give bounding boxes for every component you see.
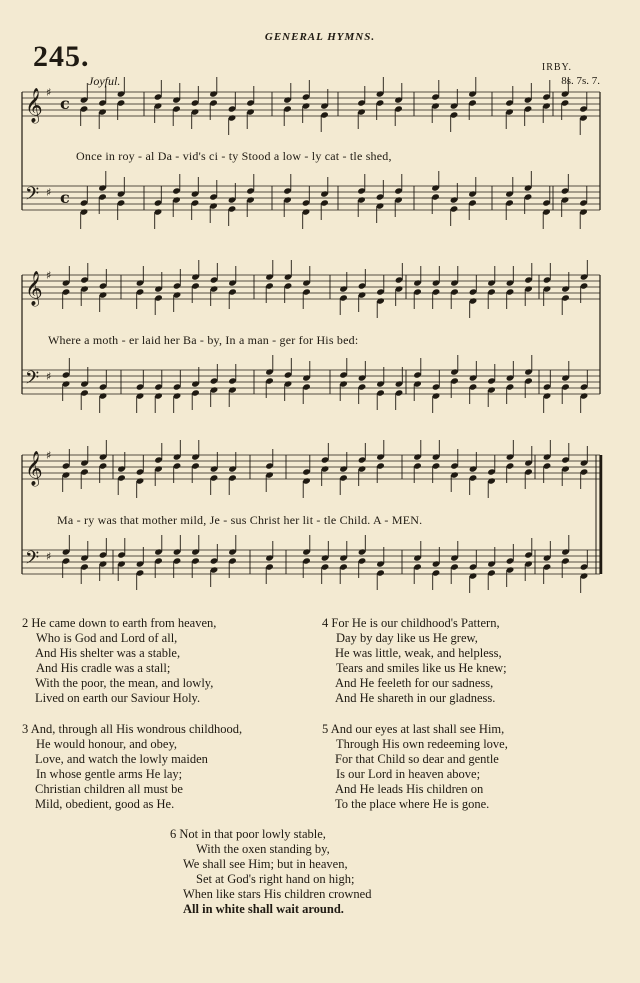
running-title: GENERAL HYMNS.: [264, 31, 376, 43]
tempo-marking: Joyful.: [88, 74, 121, 88]
common-time-icon: c: [60, 94, 70, 113]
key-signature-sharp-icon: ♯: [46, 370, 52, 383]
stanza-4: 4 For He is our childhood's Pattern, Day by day like us He grew, He was little, weak, and helpless, Tears and smiles like us He knew; And He feeleth for our sadness, And He shareth in our gladness.: [322, 616, 507, 705]
stanza-5: 5 And our eyes at last shall see Him, Through His own redeeming love, For that Child so dear and gentle Is our Lord in heaven above; And He leads His children on To the place where He is gone.: [322, 722, 508, 811]
key-signature-sharp-icon: ♯: [46, 186, 52, 199]
bass-clef-icon: 𝄢: [25, 368, 40, 393]
meter-marking: 8s. 7s. 7.: [561, 75, 600, 87]
key-signature-sharp-icon: ♯: [46, 86, 52, 99]
common-time-icon: c: [60, 188, 70, 207]
treble-clef-icon: 𝄞: [25, 271, 43, 306]
stanza-3: 3 And, through all His wondrous childhood, He would honour, and obey, Love, and watch the lowly maiden In whose gentle arms He lay; Christian children all must be Mild, obedient, good as He.: [22, 722, 243, 811]
treble-clef-icon: 𝄞: [25, 88, 43, 123]
stanza-6: 6 Not in that poor lowly stable, With the oxen standing by, We shall see Him; but in heaven, Set at God's right hand on high; When like stars His children crowned All in white shall wait around.: [170, 827, 372, 916]
treble-clef-icon: 𝄞: [25, 451, 43, 486]
hymn-number: 245.: [33, 40, 90, 73]
music-lyric-line-1: Once in roy - al Da - vid's ci - ty Stood a low - ly cat - tle shed,: [76, 149, 392, 163]
bass-clef-icon: 𝄢: [25, 548, 40, 573]
key-signature-sharp-icon: ♯: [46, 449, 52, 462]
tune-name: IRBY.: [541, 62, 572, 73]
key-signature-sharp-icon: ♯: [46, 269, 52, 282]
bass-clef-icon: 𝄢: [25, 184, 40, 209]
key-signature-sharp-icon: ♯: [46, 550, 52, 563]
music-lyric-line-2: Where a moth - er laid her Ba - by, In a man - ger for His bed:: [48, 333, 359, 347]
stanza-2: 2 He came down to earth from heaven, Who is God and Lord of all, And His shelter was a stable, And His cradle was a stall; With the poor, the mean, and lowly, Lived on earth our Saviour Holy.: [22, 616, 217, 705]
music-lyric-line-3: Ma - ry was that mother mild, Je - sus Christ her lit - tle Child. A - MEN.: [57, 513, 423, 527]
